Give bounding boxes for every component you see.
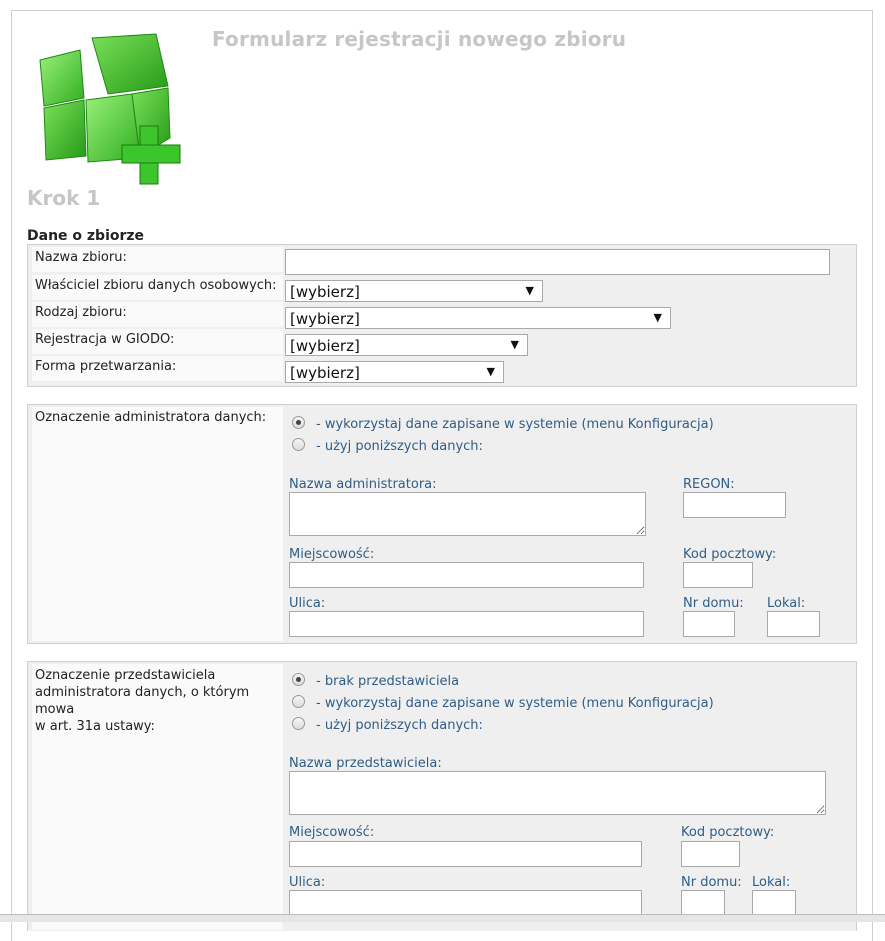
label-przedstawiciel-line2: administratora danych, o którym mowa	[35, 685, 250, 717]
miejscowosc-input[interactable]	[289, 562, 644, 588]
label-nazwa-przedstawiciela: Nazwa przedstawiciela:	[289, 756, 442, 771]
nazwa-przedstawiciela-textarea[interactable]	[289, 771, 826, 815]
label-rodzaj: Rodzaj zbioru:	[32, 302, 283, 327]
label-ulica: Ulica:	[289, 596, 326, 611]
regon-input[interactable]	[683, 492, 786, 518]
panel-administrator	[27, 404, 857, 644]
chevron-down-icon: ▼	[653, 311, 662, 324]
label-przedstawiciel-line3: w art. 31a ustawy:	[35, 719, 155, 734]
form-page	[11, 10, 873, 941]
step-heading: Krok 1	[27, 186, 101, 210]
rejestracja-select-value: [wybierz]	[290, 337, 360, 355]
radio-przedst-own-label: - użyj poniższych danych:	[316, 718, 483, 733]
section-title-dane-o-zbiorze: Dane o zbiorze	[27, 228, 145, 244]
rodzaj-select[interactable]	[285, 307, 671, 329]
label-administrator: Oznaczenie administratora danych:	[32, 407, 283, 641]
przedst-nr-domu-input[interactable]	[681, 890, 725, 916]
radio-unchecked-icon[interactable]	[292, 695, 305, 708]
label-forma: Forma przetwarzania:	[32, 356, 283, 381]
radio-admin-own-label: - użyj poniższych danych:	[316, 439, 483, 454]
add-collection-logo-icon	[36, 28, 196, 188]
lokal-input[interactable]	[767, 611, 820, 637]
kod-pocztowy-input[interactable]	[683, 562, 753, 588]
nazwa-zbioru-input[interactable]	[285, 249, 830, 275]
label-rejestracja: Rejestracja w GIODO:	[32, 329, 283, 354]
chevron-down-icon: ▼	[510, 338, 519, 351]
label-nazwa-zbioru: Nazwa zbioru:	[32, 247, 283, 272]
chevron-down-icon: ▼	[525, 284, 534, 297]
ulica-input[interactable]	[289, 611, 644, 637]
wlasciciel-select-value: [wybierz]	[290, 283, 360, 301]
panel-dane-o-zbiorze	[27, 244, 857, 387]
panel-przedstawiciel	[27, 661, 857, 931]
label-przedstawiciel-line1: Oznaczenie przedstawiciela	[35, 668, 216, 683]
radio-unchecked-icon[interactable]	[292, 438, 305, 451]
label-miejscowosc: Miejscowość:	[289, 547, 375, 562]
przedst-kod-pocztowy-input[interactable]	[681, 841, 740, 867]
rodzaj-select-value: [wybierz]	[290, 310, 360, 328]
przedst-ulica-input[interactable]	[289, 890, 642, 916]
label-regon: REGON:	[683, 477, 735, 492]
label-przedst-nr-domu: Nr domu:	[681, 875, 742, 890]
radio-admin-system-label: - wykorzystaj dane zapisane w systemie (menu Konfiguracja)	[316, 417, 714, 432]
radio-checked-icon[interactable]	[292, 673, 305, 686]
forma-select[interactable]	[285, 361, 504, 383]
przedst-miejscowosc-input[interactable]	[289, 841, 642, 867]
przedst-lokal-input[interactable]	[752, 890, 796, 916]
label-przedst-ulica: Ulica:	[289, 875, 326, 890]
label-kod-pocztowy: Kod pocztowy:	[683, 547, 777, 562]
rejestracja-select[interactable]	[285, 334, 528, 356]
label-lokal: Lokal:	[767, 596, 806, 611]
radio-przedst-none-label: - brak przedstawiciela	[316, 674, 460, 689]
radio-unchecked-icon[interactable]	[292, 717, 305, 730]
label-przedst-kod-pocztowy: Kod pocztowy:	[681, 825, 775, 840]
wlasciciel-select[interactable]	[285, 280, 543, 302]
label-wlasciciel: Właściciel zbioru danych osobowych:	[32, 275, 283, 300]
nr-domu-input[interactable]	[683, 611, 735, 637]
label-przedst-lokal: Lokal:	[752, 875, 791, 890]
chevron-down-icon: ▼	[486, 365, 495, 378]
label-nazwa-administratora: Nazwa administratora:	[289, 477, 437, 492]
nazwa-administratora-textarea[interactable]	[289, 492, 646, 536]
page-title: Formularz rejestracji nowego zbioru	[212, 27, 627, 51]
forma-select-value: [wybierz]	[290, 364, 360, 382]
label-przedst-miejscowosc: Miejscowość:	[289, 825, 375, 840]
radio-przedst-system-label: - wykorzystaj dane zapisane w systemie (menu Konfiguracja)	[316, 696, 714, 711]
label-nr-domu: Nr domu:	[683, 596, 744, 611]
label-przedstawiciel	[32, 664, 283, 930]
radio-checked-icon[interactable]	[292, 416, 305, 429]
